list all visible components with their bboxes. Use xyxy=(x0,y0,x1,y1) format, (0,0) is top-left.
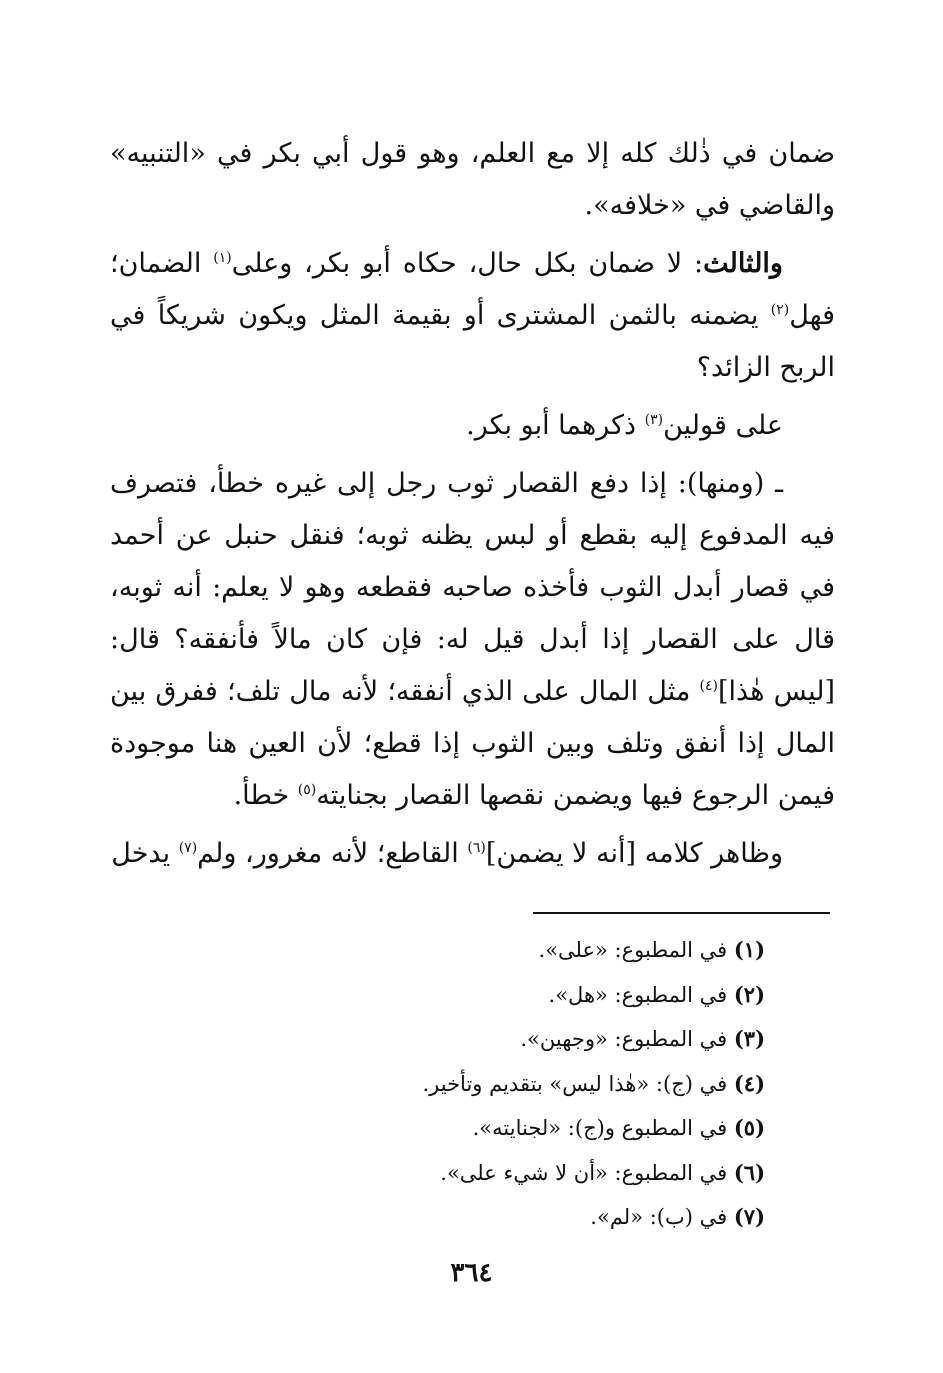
footnote-text: في المطبوع: «على». xyxy=(538,938,734,962)
main-text xyxy=(110,128,835,886)
footnote-ref-1: (١) xyxy=(213,250,232,266)
paragraph-4 xyxy=(110,458,835,822)
paragraph-lead: والثالث xyxy=(703,248,783,279)
paragraph-text: ضمان في ذٰلك كله إلا مع العلم، وهو قول أبي بكر في «التنبيه» والقاضي في «خلافه». xyxy=(110,138,835,221)
footnote-ref-4: (٤) xyxy=(699,678,719,694)
paragraph-text: الضمان؛ فهل xyxy=(110,248,835,331)
paragraph-text: يدخل xyxy=(111,838,179,869)
footnote-text: في (ج): «هٰذا ليس» بتقديم وتأخير. xyxy=(422,1071,734,1096)
footnote-2 xyxy=(380,973,765,1018)
footnote-number: (١) xyxy=(733,937,765,962)
paragraph-text: : لا ضمان بكل حال، حكاه أبو بكر، وعلى xyxy=(231,248,704,279)
footnote-ref-3: (٣) xyxy=(644,412,664,428)
footnote-number: (٦) xyxy=(733,1159,765,1185)
footnote-number: (٥) xyxy=(733,1115,765,1140)
footnote-1 xyxy=(380,928,765,973)
footnote-number: (٢) xyxy=(733,981,765,1007)
footnote-text: في المطبوع و(ج): «لجنايته». xyxy=(472,1116,734,1140)
footnote-text: في المطبوع: «أن لا شيء على». xyxy=(440,1160,734,1185)
footnote-ref-6: (٦) xyxy=(467,840,486,856)
paragraph-text: يضمنه بالثمن المشترى أو بقيمة المثل ويكون شريكاً في الربح الزائد؟ xyxy=(110,300,835,383)
footnote-4 xyxy=(380,1062,765,1107)
paragraph-text: خطأ. xyxy=(233,780,298,811)
paragraph-2 xyxy=(110,238,835,394)
paragraph-5 xyxy=(110,828,835,880)
footnote-ref-5: (٥) xyxy=(297,782,317,798)
footnote-number: (٤) xyxy=(733,1070,765,1096)
paragraph-text: مثل المال على الذي أنفقه؛ لأنه مال تلف؛ ففرق بين المال إذا أنفق وتلف وبين الثوب إذا قطع؛ لأن العين هنا موجودة فيمن الرجوع فيها ويضمن نقصها القصار بجنايته xyxy=(110,676,835,811)
paragraph-text: على قولين xyxy=(663,410,783,441)
footnote-7 xyxy=(380,1195,765,1240)
paragraph-1 xyxy=(110,128,835,232)
footnote-6 xyxy=(380,1151,765,1196)
footnote-ref-7: (٧) xyxy=(178,840,198,856)
paragraph-text: وظاهر كلامه [أنه لا يضمن] xyxy=(485,838,783,869)
footnote-number: (٧) xyxy=(733,1204,765,1229)
footnote-text: في المطبوع: «هل». xyxy=(548,982,734,1007)
footnote-text: في (ب): «لم». xyxy=(590,1205,734,1229)
paragraph-text: ذكرهما أبو بكر. xyxy=(466,410,645,441)
paragraph-text: ـ (ومنها): إذا دفع القصار ثوب رجل إلى غيره خطأ، فتصرف فيه المدفوع إليه بقطع أو لبس يظنه ثوبه؛ فنقل حنبل عن أحمد في قصار أبدل الثوب فأخذه صاحبه فقطعه وهو لا يعلم: أنه ثوبه، قال على القصار إذا أبدل قيل له: فإن كان مالاً فأنفقه؟ قال: [ليس هٰذا] xyxy=(110,468,835,707)
footnote-3 xyxy=(380,1017,765,1062)
footnote-5 xyxy=(380,1106,765,1151)
footnote-divider xyxy=(533,912,830,914)
footnote-ref-2: (٢) xyxy=(770,302,790,318)
page-number: ٣٦٤ xyxy=(450,1258,493,1288)
footnote-number: (٣) xyxy=(733,1026,765,1051)
paragraph-text: القاطع؛ لأنه مغرور، ولم xyxy=(197,838,468,869)
footnotes-list xyxy=(380,928,765,1240)
footnote-text: في المطبوع: «وجهين». xyxy=(520,1027,734,1051)
paragraph-3 xyxy=(110,400,835,452)
